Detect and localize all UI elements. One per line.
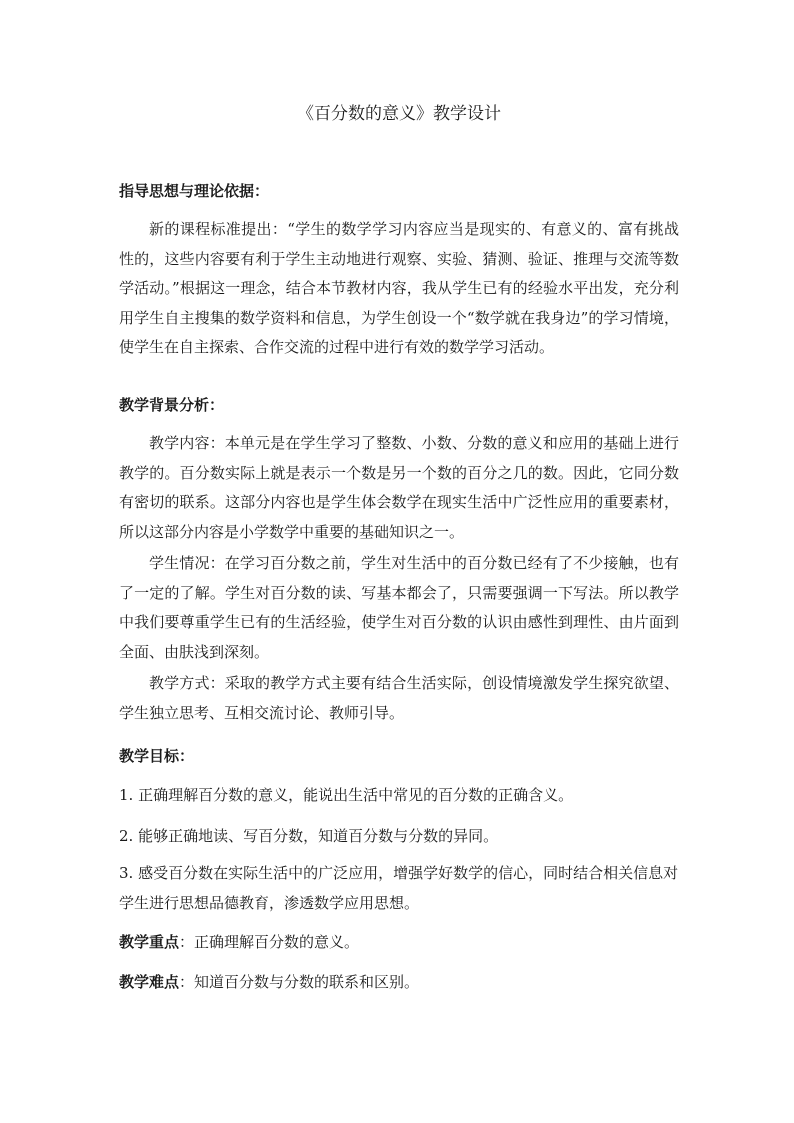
objective-item-2: 2. 能够正确地读、写百分数，知道百分数与分数的异同。 (119, 827, 499, 845)
document-title: 《百分数的意义》教学设计 (297, 104, 501, 124)
section-heading-background: 教学背景分析： (119, 396, 225, 414)
difficult-point-text: ：知道百分数与分数的联系和区别。 (179, 973, 420, 991)
objective-item-1: 1. 正确理解百分数的意义，能说出生活中常见的百分数的正确含义。 (119, 786, 574, 804)
difficult-point-label: 教学难点 (119, 973, 180, 991)
objective-item-3: 3. 感受百分数在实际生活中的广泛应用，增强学好数学的信心，同时结合相关信息对学生进行思想品德教育，渗透数学应用思想。 (119, 864, 679, 912)
section-heading-guiding-thought: 指导思想与理论依据： (119, 182, 270, 200)
key-point-label: 教学重点 (119, 933, 180, 951)
paragraph-teaching-content: 教学内容：本单元是在学生学习了整数、小数、分数的意义和应用的基础上进行教学的。百分数实际上就是表示一个数是另一个数的百分之几的数。因此，它同分数有密切的联系。这部分内容也是学生体会数学在现实生活中广泛性应用的重要素材，所以这部分内容是小学数学中重要的基础知识之一。 (119, 434, 679, 541)
key-point-text: ：正确理解百分数的意义。 (179, 933, 360, 951)
paragraph-student-situation: 学生情况：在学习百分数之前，学生对生活中的百分数已经有了不少接触，也有了一定的了解。学生对百分数的读、写基本都会了，只需要强调一下写法。所以教学中我们要尊重学生已有的生活经验，使学生对百分数的认识由感性到理性、由片面到全面、由肤浅到深刻。 (119, 554, 679, 661)
key-point-line (119, 931, 679, 953)
paragraph-guiding-thought: 新的课程标准提出：“学生的数学学习内容应当是现实的、有意义的、富有挑战性的，这些内容要有利于学生主动地进行观察、实验、猜测、验证、推理与交流等数学活动。”根据这一理念，结合本节教材内容，我从学生已有的经验水平出发，充分利用学生自主搜集的数学资料和信息，为学生创设一个“数学就在我身边”的学习情境，使学生在自主探索、合作交流的过程中进行有效的数学学习活动。 (119, 220, 679, 356)
paragraph-teaching-method: 教学方式：采取的教学方式主要有结合生活实际，创设情境激发学生探究欲望、学生独立思考、互相交流讨论、教师引导。 (119, 674, 679, 722)
difficult-point-line (119, 971, 679, 993)
section-heading-objectives: 教学目标： (119, 747, 195, 765)
